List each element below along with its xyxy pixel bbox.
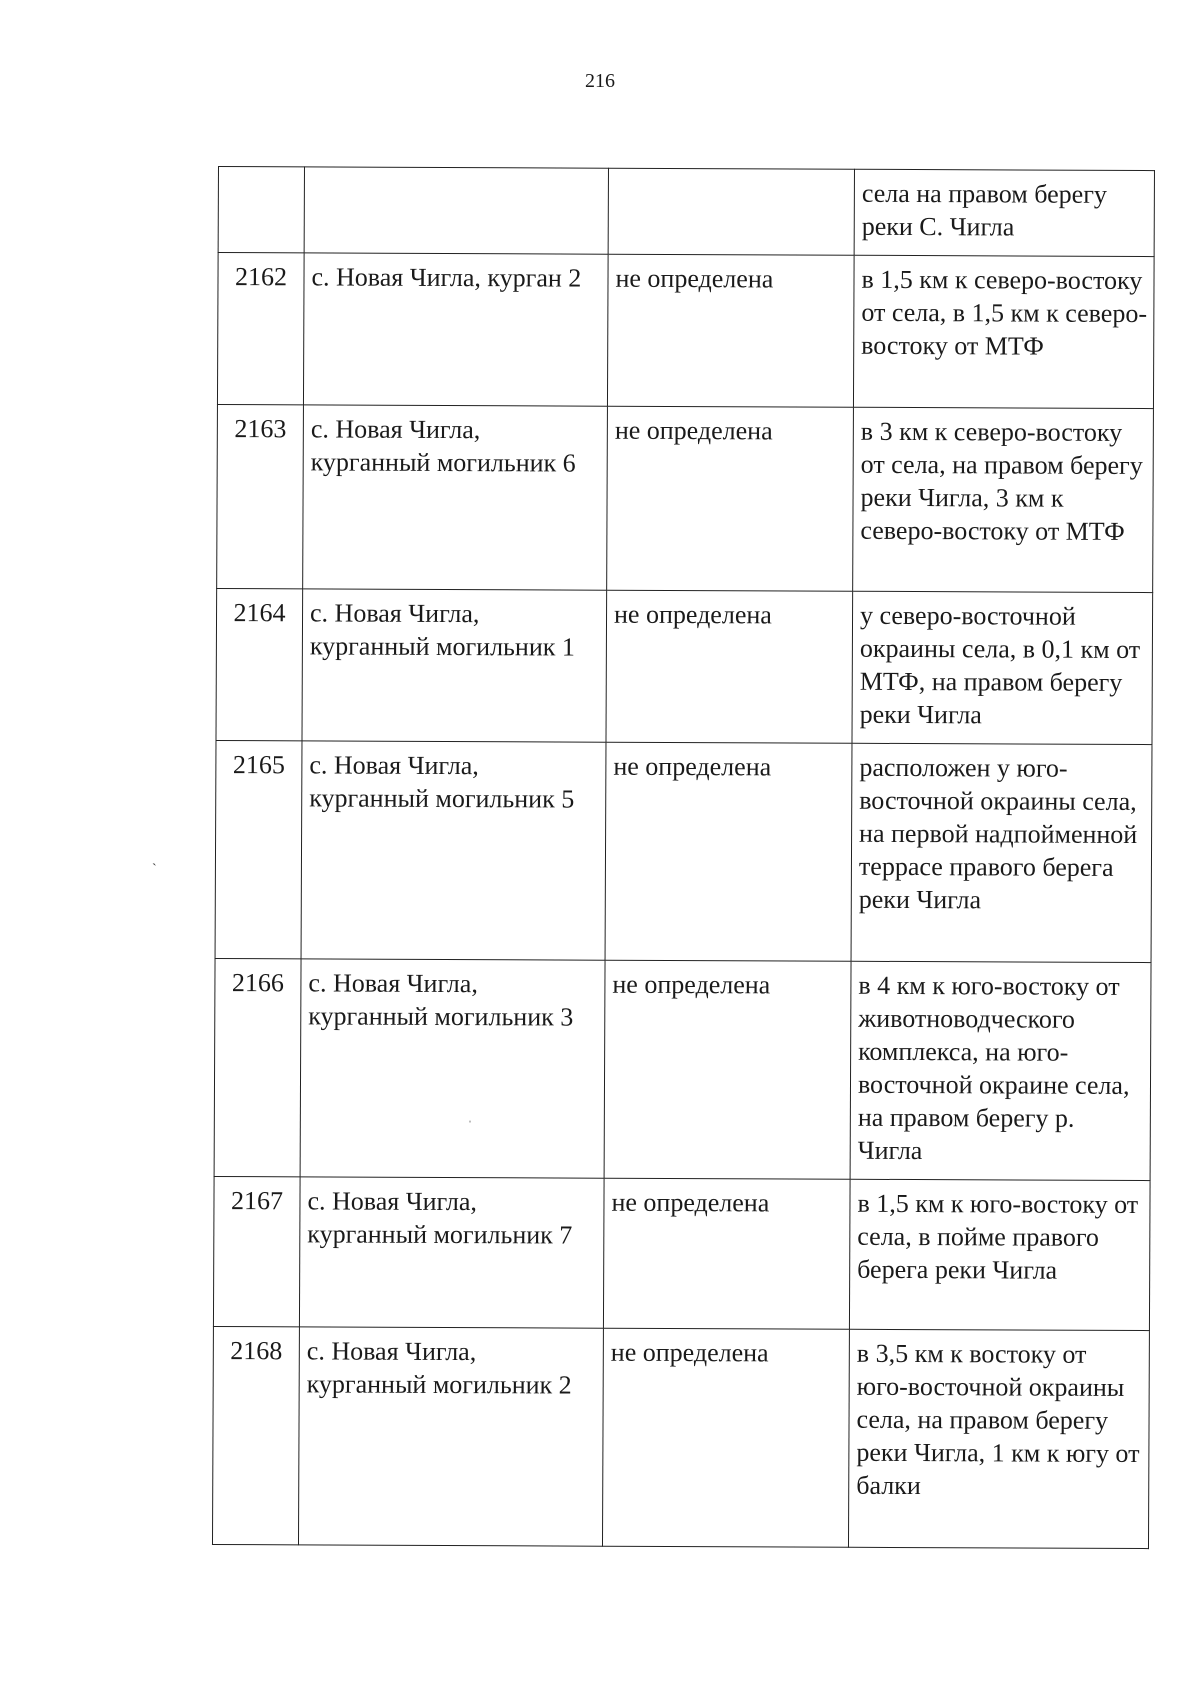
cell-location: в 4 км к юго-востоку от животноводческого комплекса, на юго-восточной окраине села, на правом берегу р. Чигла [850, 961, 1151, 1180]
scan-speck: ˈ [468, 1118, 472, 1132]
cell-name: с. Новая Чигла, курганный могильник 1 [302, 589, 607, 742]
cell-location: у северо-восточной окраины села, в 0,1 км от МТФ, на правом берегу реки Чигла [852, 591, 1153, 744]
cell-name [304, 167, 608, 254]
cell-number: 2167 [213, 1176, 300, 1326]
cell-location: расположен у юго-восточной окраины села, на первой надпойменной террасе правого берега реки Чигла [851, 743, 1152, 962]
cell-name: с. Новая Чигла, курганный могильник 7 [299, 1177, 604, 1328]
monuments-table [212, 166, 1155, 1549]
cell-number: 2165 [215, 740, 302, 958]
cell-number [218, 167, 304, 253]
cell-name: с. Новая Чигла, курганный могильник 2 [298, 1327, 603, 1546]
cell-date: не определена [607, 406, 854, 591]
cell-date: не определена [602, 1328, 849, 1547]
table-row [216, 588, 1153, 744]
table-row [217, 404, 1154, 592]
cell-name: с. Новая Чигла, курганный могильник 6 [303, 405, 608, 590]
cell-name: с. Новая Чигла, курганный могильник 3 [300, 959, 605, 1178]
cell-number: 2164 [216, 588, 303, 740]
scan-speck: ` [152, 862, 157, 877]
cell-name: с. Новая Чигла, курганный могильник 5 [301, 741, 606, 960]
cell-date: не определена [606, 590, 853, 743]
cell-location: в 1,5 км к юго-востоку от села, в пойме правого берега реки Чигла [849, 1179, 1150, 1330]
cell-name: с. Новая Чигла, курган 2 [303, 253, 608, 406]
cell-location: в 3 км к северо-востоку от села, на правом берегу реки Чигла, 3 км к северо-востоку от МТФ [853, 407, 1154, 592]
cell-location: в 3,5 км к востоку от юго-восточной окраины села, на правом берегу реки Чигла, 1 км к югу от балки [848, 1329, 1149, 1548]
cell-number: 2168 [212, 1326, 299, 1544]
table-row [212, 1326, 1149, 1548]
cell-date: не определена [605, 742, 852, 961]
cell-date: не определена [604, 960, 851, 1179]
cell-location: в 1,5 км к северо-востоку от села, в 1,5 км к северо-востоку от МТФ [853, 255, 1154, 408]
table-row [215, 740, 1152, 962]
table-row [217, 253, 1154, 409]
table-row [218, 167, 1154, 257]
table-row [214, 958, 1151, 1180]
cell-number: 2163 [217, 404, 304, 588]
cell-date: не определена [603, 1178, 850, 1329]
table-row [213, 1176, 1150, 1330]
cell-date [608, 168, 854, 255]
cell-date: не определена [607, 254, 854, 407]
cell-number: 2166 [214, 958, 301, 1176]
page-number: 216 [585, 70, 615, 92]
cell-location: села на правом берегу реки С. Чигла [854, 169, 1154, 256]
cell-number: 2162 [217, 253, 304, 405]
